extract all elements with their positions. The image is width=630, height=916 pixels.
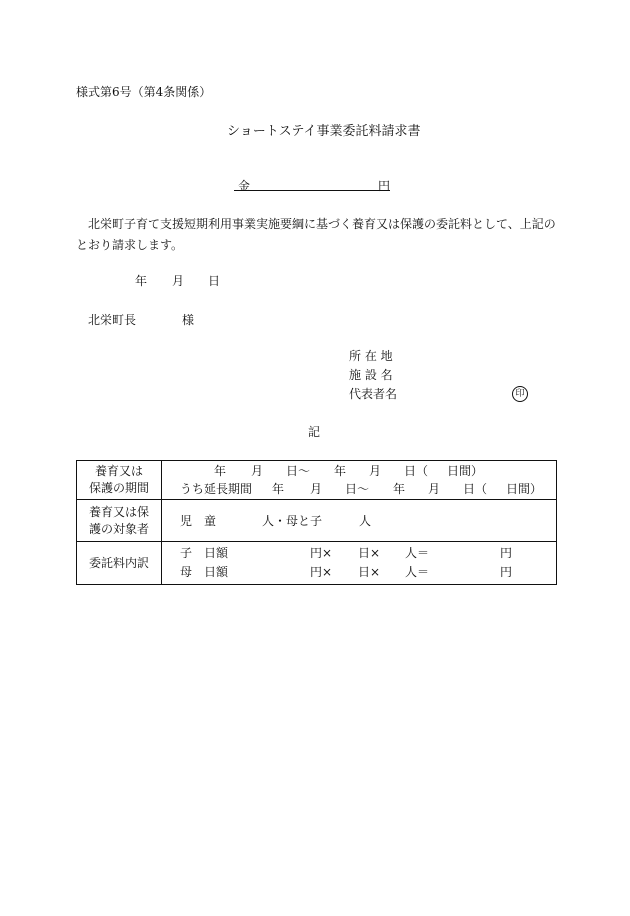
period-line1-text-3: 日～ bbox=[286, 464, 311, 478]
document-title: ショートステイ事業委託料請求書 bbox=[227, 124, 421, 139]
period-line2-text-1: うち延長期間 bbox=[180, 482, 253, 496]
amount-prefix: 金 bbox=[238, 179, 251, 193]
date-month: 月 bbox=[172, 274, 185, 288]
period-label-line1: 養育又は bbox=[94, 464, 143, 478]
subject-value-cell bbox=[162, 500, 557, 542]
period-value-cell bbox=[162, 461, 557, 500]
period-line1-text-6: 日（ bbox=[404, 464, 429, 478]
breakdown-row-2-days-x: 日× bbox=[358, 565, 381, 579]
period-line2-text-2: 年 bbox=[272, 482, 285, 496]
breakdown-row-1-daily: 日額 bbox=[204, 546, 229, 560]
period-line1-text-1: 年 bbox=[214, 464, 227, 478]
amount-suffix: 円 bbox=[378, 179, 391, 193]
period-line1-text-5: 月 bbox=[369, 464, 382, 478]
breakdown-row-2-yen: 円 bbox=[500, 565, 513, 579]
form-number: 様式第6号（第4条関係） bbox=[76, 85, 212, 99]
seal-icon: 印 bbox=[512, 386, 528, 402]
period-label-cell bbox=[77, 461, 162, 500]
period-line2-text-4: 日～ bbox=[345, 482, 370, 496]
addressee-honorific: 様 bbox=[182, 313, 195, 327]
breakdown-row-1-yen: 円 bbox=[500, 546, 513, 560]
breakdown-row-1-days-x: 日× bbox=[358, 546, 381, 560]
breakdown-row-1-who: 子 bbox=[180, 546, 193, 560]
breakdown-row-2-who: 母 bbox=[180, 565, 193, 579]
table-row-breakdown bbox=[77, 542, 557, 585]
child-label: 児 童 bbox=[180, 514, 217, 528]
period-line2-text-3: 月 bbox=[310, 482, 323, 496]
details-table bbox=[76, 460, 557, 585]
subject-label-line1: 養育又は保 bbox=[88, 504, 149, 519]
breakdown-row-2-daily: 日額 bbox=[204, 565, 229, 579]
breakdown-label: 委託料内訳 bbox=[88, 555, 149, 570]
date-day: 日 bbox=[208, 274, 221, 288]
breakdown-row-1-persons-eq: 人＝ bbox=[405, 546, 430, 560]
breakdown-value-cell bbox=[162, 542, 557, 585]
breakdown-row-1-yen-x: 円× bbox=[310, 546, 333, 560]
addressee-name: 北栄町長 bbox=[88, 313, 137, 327]
period-line2-text-7: 日（ bbox=[463, 482, 488, 496]
period-line2-text-5: 年 bbox=[393, 482, 406, 496]
request-paragraph: 北栄町子育て支援短期利用事業実施要綱に基づく養育又は保護の委託料として、上記のとおり請求します。 bbox=[76, 217, 556, 252]
subject-label-line2: 護の対象者 bbox=[88, 521, 149, 536]
table-row-subject bbox=[77, 500, 557, 542]
amount-underline bbox=[234, 190, 390, 191]
period-line1-text-2: 月 bbox=[251, 464, 264, 478]
breakdown-label-cell bbox=[77, 542, 162, 585]
ki-heading: 記 bbox=[308, 425, 321, 439]
subject-label-cell bbox=[77, 500, 162, 542]
period-line2-text-6: 月 bbox=[428, 482, 441, 496]
breakdown-row-2-persons-eq: 人＝ bbox=[405, 565, 430, 579]
period-line2-text-8: 日間） bbox=[506, 482, 543, 496]
period-line1-text-7: 日間） bbox=[447, 464, 484, 478]
mother-unit: 人 bbox=[359, 514, 372, 528]
address-label: 所 在 地 bbox=[349, 349, 393, 363]
breakdown-row-2-yen-x: 円× bbox=[310, 565, 333, 579]
facility-label: 施 設 名 bbox=[349, 368, 393, 382]
period-line1-text-4: 年 bbox=[334, 464, 347, 478]
date-year: 年 bbox=[135, 274, 148, 288]
table-row-period bbox=[77, 461, 557, 500]
period-label-line2: 保護の期間 bbox=[88, 481, 149, 495]
child-unit: 人・母と子 bbox=[262, 514, 323, 528]
representative-label: 代表者名 bbox=[349, 387, 398, 401]
